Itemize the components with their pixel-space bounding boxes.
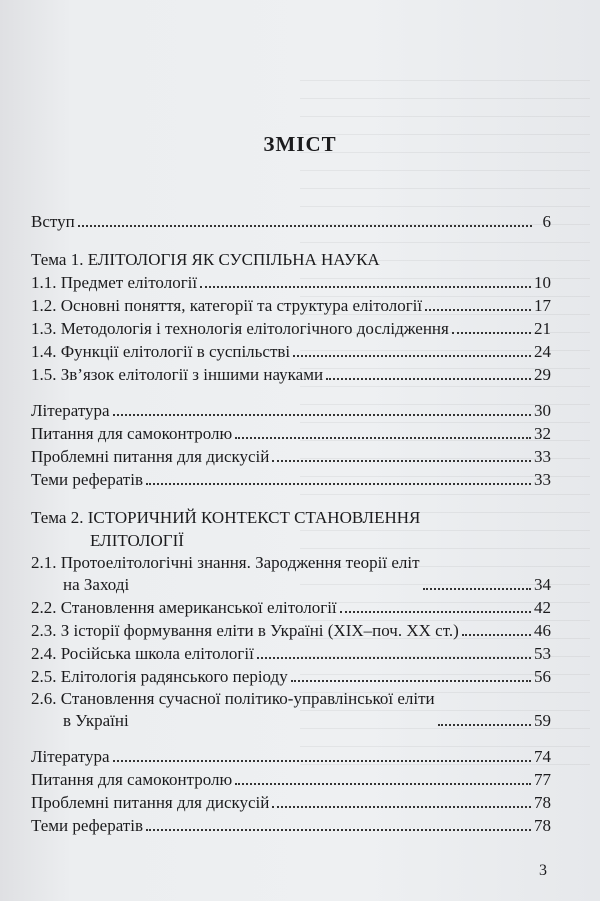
toc-entry[interactable] — [31, 340, 551, 363]
dot-leader — [257, 657, 531, 659]
toc-entry[interactable] — [31, 619, 551, 642]
section-heading-1[interactable]: Тема 1. ЕЛІТОЛОГІЯ ЯК СУСПІЛЬНА НАУКА — [31, 250, 380, 269]
dot-leader — [200, 286, 531, 288]
toc-entry-page: 78 — [534, 816, 551, 835]
toc-entry-label-line: 2.1. Протоелітологічні знання. Зародження теорії еліт — [31, 553, 420, 572]
dot-leader — [425, 309, 531, 311]
section-heading-line: ЕЛІТОЛОГІЇ — [90, 531, 184, 550]
toc-entry[interactable] — [31, 596, 551, 619]
toc-entry-label-line: 2.6. Становлення сучасної політико-управлінської еліти — [31, 689, 435, 708]
toc-entry-page: 46 — [534, 621, 551, 640]
page-number: 3 — [539, 862, 547, 879]
toc-entry-page: 17 — [534, 296, 551, 315]
dot-leader — [113, 760, 531, 762]
toc-entry-label: 2.4. Російська школа елітології — [31, 644, 254, 663]
toc-entry-label — [31, 688, 438, 732]
toc-entry-label-line: в Україні — [63, 711, 129, 730]
toc-entry-essays[interactable] — [31, 814, 551, 837]
toc-entry-page: 24 — [534, 342, 551, 361]
toc-entry-label: Література — [31, 747, 110, 766]
toc-entry-page: 42 — [534, 598, 551, 617]
toc-entry-discussion[interactable] — [31, 791, 551, 814]
toc-entry-page: 53 — [534, 644, 551, 663]
toc-entry[interactable] — [31, 294, 551, 317]
toc-entry-self-control[interactable] — [31, 422, 551, 445]
toc-entry-label: Проблемні питання для дискусій — [31, 447, 270, 466]
toc-entry-page: 21 — [534, 319, 551, 338]
page-title: ЗМІСТ — [263, 132, 337, 156]
toc-entry-essays[interactable] — [31, 468, 551, 491]
toc-entry-page: 33 — [534, 470, 551, 489]
dot-leader — [326, 378, 531, 380]
toc-entry-self-control[interactable] — [31, 768, 551, 791]
dot-leader — [452, 332, 531, 334]
toc-entry[interactable] — [31, 363, 551, 386]
toc-entry[interactable] — [31, 271, 551, 294]
section-heading-line: Тема 2. ІСТОРИЧНИЙ КОНТЕКСТ СТАНОВЛЕННЯ — [31, 508, 421, 527]
toc-entry-label: 1.5. Зв’язок елітології з іншими науками — [31, 365, 324, 384]
table-of-contents — [31, 210, 551, 837]
toc-entry-label: 1.1. Предмет елітології — [31, 273, 198, 292]
toc-entry[interactable] — [31, 642, 551, 665]
dot-leader — [113, 414, 531, 416]
toc-entry-label-line: на Заході — [63, 575, 130, 594]
toc-entry-page: 78 — [534, 793, 551, 812]
toc-entry-label: Вступ — [31, 212, 75, 231]
toc-entry-label: 2.2. Становлення американської елітології — [31, 598, 337, 617]
toc-entry-literature[interactable] — [31, 399, 551, 422]
toc-entry-label: 2.3. З історії формування еліти в Україні (XIX–поч. XX ст.) — [31, 621, 459, 640]
dot-leader — [462, 634, 531, 636]
toc-entry-literature[interactable] — [31, 745, 551, 768]
toc-entry-page: 56 — [534, 667, 551, 686]
toc-entry-page: 77 — [534, 770, 551, 789]
toc-entry-label: Питання для самоконтролю — [31, 770, 233, 789]
dot-leader — [235, 437, 531, 439]
toc-entry-label — [31, 552, 423, 596]
toc-entry[interactable] — [31, 665, 551, 688]
toc-entry[interactable] — [31, 552, 551, 596]
toc-entry-page: 6 — [542, 212, 551, 231]
toc-entry-page: 74 — [534, 747, 551, 766]
dot-leader — [438, 724, 531, 726]
toc-entry[interactable] — [31, 688, 551, 732]
toc-entry-page: 29 — [534, 365, 551, 384]
toc-entry-label: 1.4. Функції елітології в суспільстві — [31, 342, 291, 361]
toc-entry-label: 1.2. Основні поняття, категорії та структура елітології — [31, 296, 423, 315]
dot-leader — [272, 806, 531, 808]
toc-entry-page: 32 — [534, 424, 551, 443]
toc-entry-page: 34 — [534, 575, 551, 594]
dot-leader — [78, 225, 532, 227]
toc-entry-label: Теми рефератів — [31, 470, 143, 489]
toc-entry-page: 30 — [534, 401, 551, 420]
toc-entry-discussion[interactable] — [31, 445, 551, 468]
toc-entry-label: 1.3. Методологія і технологія елітологічного дослідження — [31, 319, 449, 338]
dot-leader — [293, 355, 531, 357]
toc-entry-label: Проблемні питання для дискусій — [31, 793, 270, 812]
toc-entry-page: 10 — [534, 273, 551, 292]
dot-leader — [272, 460, 531, 462]
toc-entry-label: Література — [31, 401, 110, 420]
dot-leader — [291, 680, 531, 682]
dot-leader — [235, 783, 531, 785]
toc-entry-label: Теми рефератів — [31, 816, 143, 835]
toc-entry[interactable] — [31, 317, 551, 340]
dot-leader — [146, 829, 531, 831]
toc-entry-intro[interactable] — [31, 210, 551, 233]
dot-leader — [423, 588, 531, 590]
toc-entry-label: Питання для самоконтролю — [31, 424, 233, 443]
toc-entry-page: 33 — [534, 447, 551, 466]
toc-entry-label: 2.5. Елітологія радянського періоду — [31, 667, 288, 686]
dot-leader — [146, 483, 531, 485]
toc-entry-page: 59 — [534, 711, 551, 730]
dot-leader — [340, 611, 531, 613]
section-heading-2[interactable] — [31, 506, 551, 552]
